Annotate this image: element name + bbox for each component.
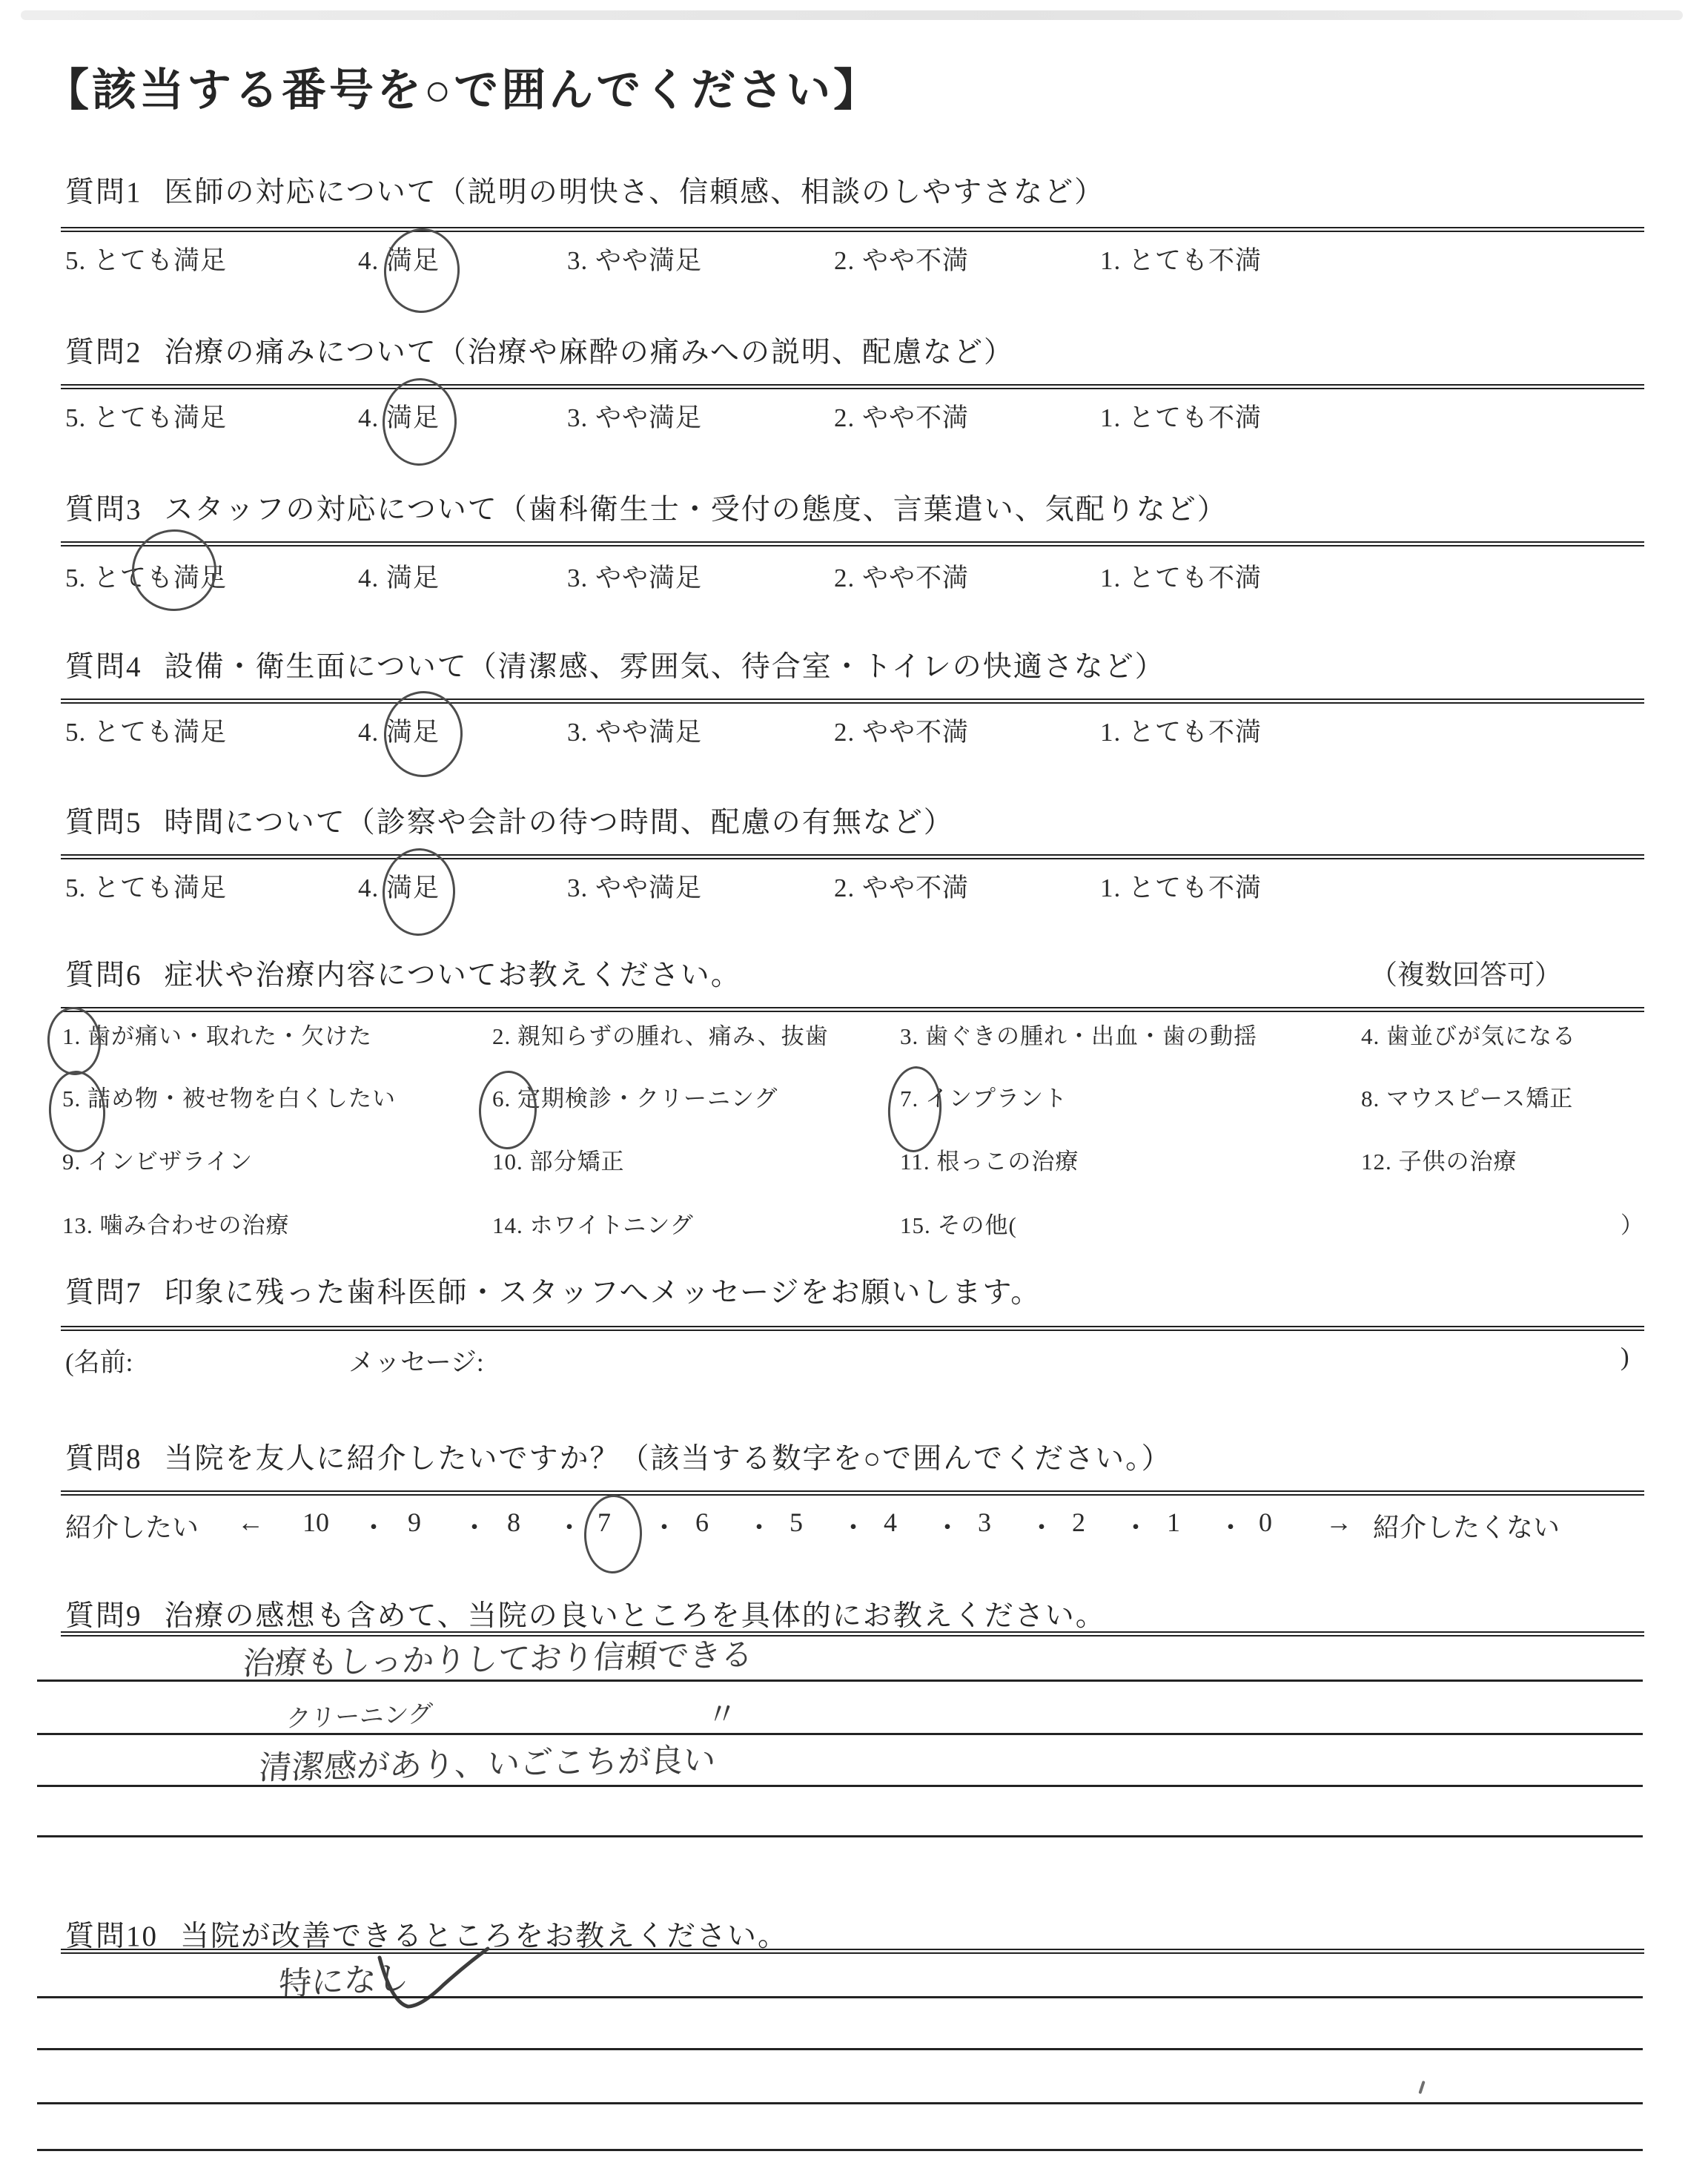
selection-circle-q6-item7 <box>886 1065 944 1154</box>
rating-option: 5. とても満足 <box>65 873 228 902</box>
handwritten-answer: 治療もしっかりしており信頼できる <box>241 1636 755 1683</box>
symptom-option: 5. 詰め物・被せ物を白くしたい <box>62 1086 396 1112</box>
question-label: 質問6 <box>65 960 142 991</box>
question-2-title <box>65 329 1014 371</box>
question-label: 質問7 <box>65 1277 142 1309</box>
symptom-option: 11. 根っこの治療 <box>900 1149 1079 1175</box>
handwritten-answer: 清潔感があり、いごこちが良い <box>257 1741 718 1788</box>
question-label: 質問8 <box>65 1443 142 1475</box>
section-divider <box>61 1949 1644 1954</box>
question-text: 当院が改善できるところをお教えください。 <box>180 1920 789 1952</box>
message-field-label: メッセージ: <box>348 1348 484 1377</box>
nps-separator: ・ <box>840 1513 867 1542</box>
nps-separator: ・ <box>651 1513 678 1542</box>
section-divider <box>61 1490 1644 1496</box>
nps-separator: ・ <box>461 1513 489 1542</box>
rating-option: 4. 満足 <box>358 403 440 432</box>
question-label: 質問2 <box>65 337 142 369</box>
question-label: 質問1 <box>65 176 142 208</box>
symptom-option: 4. 歯並びが気になる <box>1361 1023 1576 1049</box>
question-text: 設備・衛生面について（清潔感、雰囲気、待合室・トイレの快適さなど） <box>164 651 1165 683</box>
rating-option: 4. 満足 <box>358 873 440 902</box>
nps-number: 7 <box>598 1507 611 1537</box>
rating-option: 2. やや不満 <box>834 564 970 592</box>
section-divider <box>61 1007 1644 1012</box>
question-text: 時間について（診察や会計の待つ時間、配慮の有無など） <box>164 807 954 839</box>
symptom-option: 3. 歯ぐきの腫れ・出血・歯の動揺 <box>900 1023 1257 1049</box>
selection-circle-q3 <box>130 527 219 613</box>
name-field-label: (名前: <box>65 1348 133 1377</box>
symptom-option: 10. 部分矯正 <box>492 1149 625 1175</box>
question-text: 医師の対応について（説明の明快さ、信頼感、相談のしやすさなど） <box>164 176 1105 208</box>
symptom-option: 14. ホワイトニング <box>492 1212 694 1238</box>
rating-option: 5. とても満足 <box>65 564 228 592</box>
handwritten-check-stroke <box>369 1944 495 2018</box>
nps-separator: ・ <box>934 1513 961 1542</box>
question-9-title <box>65 1593 1106 1634</box>
nps-number: 9 <box>408 1507 421 1537</box>
question-label: 質問5 <box>65 807 142 839</box>
nps-number: 5 <box>790 1507 803 1537</box>
section-divider <box>61 227 1644 232</box>
answer-line <box>37 1680 1643 1682</box>
symptom-option: 1. 歯が痛い・取れた・欠けた <box>62 1023 372 1049</box>
left-arrow-icon: ← <box>237 1507 264 1537</box>
rating-option: 1. とても不満 <box>1100 718 1262 747</box>
nps-number: 0 <box>1259 1507 1272 1537</box>
question-text: 治療の痛みについて（治療や麻酔の痛みへの説明、配慮など） <box>164 337 1014 369</box>
question-1-title <box>65 169 1105 211</box>
nps-separator: ・ <box>360 1513 388 1542</box>
selection-circle-q2 <box>381 377 458 466</box>
question-8-title <box>65 1436 1172 1477</box>
rating-option: 3. やや満足 <box>567 403 703 432</box>
symptom-option: 7. インプラント <box>900 1086 1068 1112</box>
question-label: 質問4 <box>65 651 142 683</box>
section-divider <box>61 698 1644 704</box>
question-text: 治療の感想も含めて、当院の良いところを具体的にお教えください。 <box>164 1600 1106 1632</box>
scan-speck <box>1418 2081 1425 2094</box>
question-label: 質問3 <box>65 494 142 526</box>
symptom-option: 2. 親知らずの腫れ、痛み、抜歯 <box>492 1023 829 1049</box>
question-text: 症状や治療内容についてお教えください。 <box>164 960 741 991</box>
rating-option: 1. とても不満 <box>1100 873 1262 902</box>
answer-line <box>37 1835 1643 1837</box>
answer-line <box>37 1996 1643 1998</box>
answer-line <box>37 2048 1643 2050</box>
rating-option: 3. やや満足 <box>567 873 703 902</box>
rating-option: 2. やや不満 <box>834 403 970 432</box>
nps-number: 6 <box>695 1507 709 1537</box>
symptom-option: 9. インビザライン <box>62 1149 254 1175</box>
rating-option: 5. とても満足 <box>65 403 228 432</box>
question-label: 質問9 <box>65 1600 142 1632</box>
rating-option: 1. とても不満 <box>1100 564 1262 592</box>
handwritten-ditto-mark: 〃 <box>706 1695 738 1733</box>
section-divider <box>61 1326 1644 1331</box>
symptom-option: 15. その他( <box>900 1212 1017 1238</box>
rating-option: 3. やや満足 <box>567 564 703 592</box>
rating-option: 3. やや満足 <box>567 718 703 747</box>
nps-separator: ・ <box>746 1513 773 1542</box>
rating-option: 2. やや不満 <box>834 246 970 275</box>
nps-left-label: 紹介したい <box>65 1513 199 1542</box>
question-3-title <box>65 486 1228 528</box>
rating-option: 4. 満足 <box>358 718 440 747</box>
symptom-option: 13. 噛み合わせの治療 <box>62 1212 290 1238</box>
handwritten-answer: 特になし <box>277 1958 411 2004</box>
selection-circle-q5 <box>381 847 457 937</box>
nps-separator: ・ <box>1028 1513 1056 1542</box>
answer-line <box>37 2149 1643 2151</box>
other-closing-paren: ） <box>1621 1212 1644 1238</box>
rating-option: 1. とても不満 <box>1100 246 1262 275</box>
section-divider <box>61 541 1644 546</box>
symptom-option: 12. 子供の治療 <box>1361 1149 1517 1175</box>
nps-separator: ・ <box>1122 1513 1150 1542</box>
nps-number: 2 <box>1072 1507 1085 1537</box>
question-text: 印象に残った歯科医師・スタッフへメッセージをお願いします。 <box>164 1277 1042 1309</box>
answer-line <box>37 1785 1643 1787</box>
question-text: 当院を友人に紹介したいですか？（該当する数字を○で囲んでください。） <box>164 1443 1172 1475</box>
question-6-title <box>65 952 741 994</box>
answer-line <box>37 2102 1643 2104</box>
page-title: 【該当する番号を○で囲んでください】 <box>44 66 881 115</box>
rating-option: 2. やや不満 <box>834 873 970 902</box>
question-4-title <box>65 644 1165 685</box>
nps-right-label: 紹介したくない <box>1373 1513 1560 1542</box>
multi-answer-note: （複数回答可） <box>1370 960 1562 991</box>
nps-separator: ・ <box>556 1513 583 1542</box>
selection-circle-q6-item1 <box>45 1005 103 1077</box>
nps-number: 10 <box>302 1507 329 1537</box>
question-text: スタッフの対応について（歯科衛生士・受付の態度、言葉遣い、気配りなど） <box>164 494 1228 526</box>
rating-option: 5. とても満足 <box>65 246 228 275</box>
nps-separator: ・ <box>1217 1513 1245 1542</box>
handwritten-answer: クリーニング <box>285 1699 434 1734</box>
rating-option: 4. 満足 <box>358 564 440 592</box>
section-divider <box>61 854 1644 859</box>
rating-option: 2. やや不満 <box>834 718 970 747</box>
nps-number: 3 <box>978 1507 991 1537</box>
section-divider <box>61 384 1644 389</box>
nps-number: 8 <box>507 1507 520 1537</box>
question-7-title <box>65 1269 1041 1311</box>
question-5-title <box>65 799 954 841</box>
symptom-option: 6. 定期検診・クリーニング <box>492 1086 778 1112</box>
section-divider <box>61 1631 1644 1636</box>
question-label: 質問10 <box>65 1920 159 1952</box>
rating-option: 1. とても不満 <box>1100 403 1262 432</box>
scan-edge-shadow <box>21 10 1683 20</box>
rating-option: 4. 満足 <box>358 246 440 275</box>
right-arrow-icon: → <box>1325 1507 1352 1537</box>
rating-option: 3. やや満足 <box>567 246 703 275</box>
selection-circle-q8 <box>583 1494 643 1575</box>
selection-circle-q1 <box>381 226 463 316</box>
symptom-option: 8. マウスピース矯正 <box>1361 1086 1574 1112</box>
message-closing-paren: ) <box>1621 1342 1629 1371</box>
nps-number: 1 <box>1167 1507 1180 1537</box>
nps-number: 4 <box>884 1507 897 1537</box>
rating-option: 5. とても満足 <box>65 718 228 747</box>
answer-line <box>37 1733 1643 1735</box>
